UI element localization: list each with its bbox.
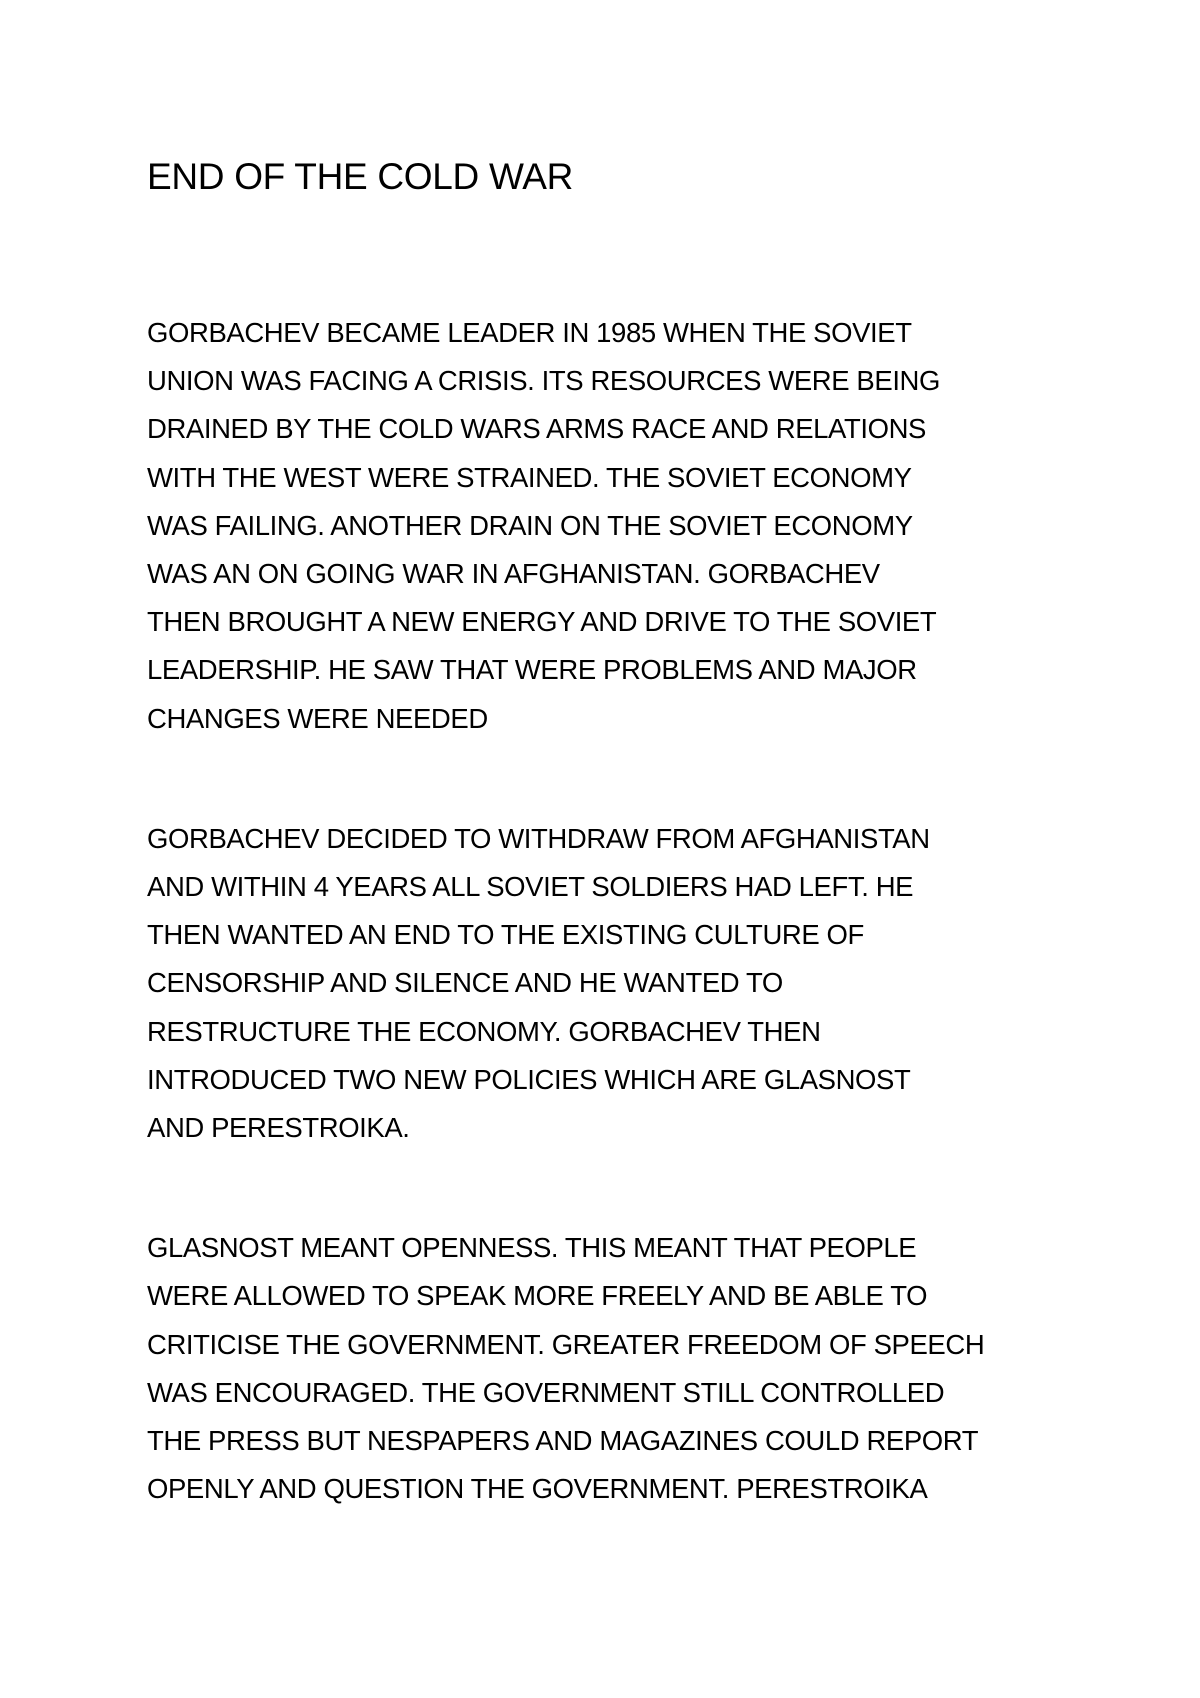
- document-body: [147, 145, 1077, 1585]
- paragraph-glasnost: GLASNOST MEANT OPENNESS. THIS MEANT THAT PEOPLE WERE ALLOWED TO SPEAK MORE FREELY AND BE ABLE TO CRITICISE THE GOVERNMENT. GREATER FREEDOM OF SPEECH WAS ENCOURAGED. THE GOVERNMENT STILL CONTROLLED THE PRESS BUT NESPAPERS AND MAGAZINES COULD REPORT OPENLY AND QUESTION THE GOVERNMENT. PERESTROIKA: [147, 1232, 985, 1505]
- paragraph-gorbachev-leader: GORBACHEV BECAME LEADER IN 1985 WHEN THE SOVIET UNION WAS FACING A CRISIS. ITS RESOURCES WERE BEING DRAINED BY THE COLD WARS ARMS RACE AND RELATIONS WITH THE WEST WERE STRAINED. THE SOVIET ECONOMY WAS FAILING. ANOTHER DRAIN ON THE SOVIET ECONOMY WAS AN ON GOING WAR IN AFGHANISTAN. GORBACHEV THEN BROUGHT A NEW ENERGY AND DRIVE TO THE SOVIET LEADERSHIP. HE SAW THAT WERE PROBLEMS AND MAJOR CHANGES WERE NEEDED: [147, 317, 941, 734]
- paragraph-afghanistan-withdrawal: GORBACHEV DECIDED TO WITHDRAW FROM AFGHANISTAN AND WITHIN 4 YEARS ALL SOVIET SOLDIERS HAD LEFT. HE THEN WANTED AN END TO THE EXISTING CULTURE OF CENSORSHIP AND SILENCE AND HE WANTED TO RESTRUCTURE THE ECONOMY. GORBACHEV THEN INTRODUCED TWO NEW POLICIES WHICH ARE GLASNOST AND PERESTROIKA.: [147, 822, 930, 1144]
- page-title: END OF THE COLD WAR: [147, 156, 573, 197]
